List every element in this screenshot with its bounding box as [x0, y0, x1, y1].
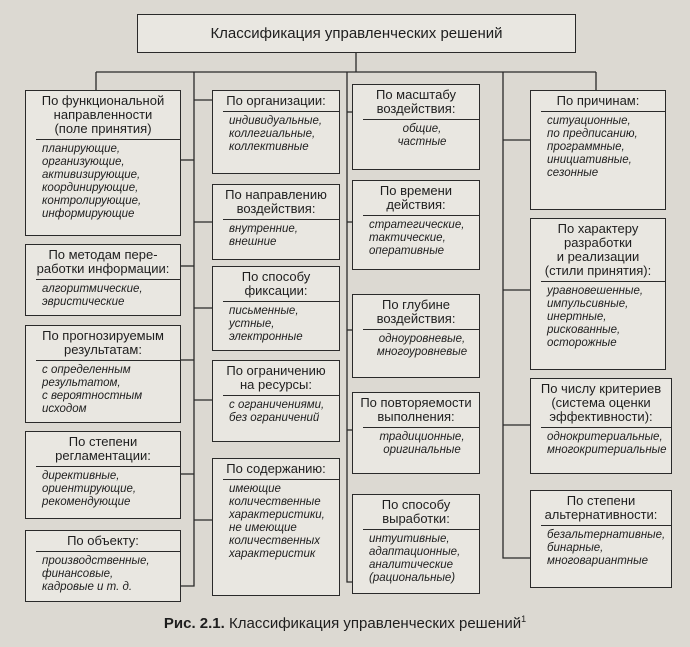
col4-vertical — [503, 72, 530, 558]
box-results-body: с определенным результатом, с вероятностным исходом — [36, 360, 180, 420]
box-organization-head: По организации: — [226, 93, 326, 108]
box-criteria-body: однокритериальные, многокритериальные — [541, 427, 671, 461]
box-fixation — [212, 266, 340, 351]
box-scale-head: По масштабу воздействия: — [376, 87, 456, 116]
caption-text: Классификация управленческих решений — [228, 615, 522, 632]
box-functional — [25, 90, 181, 236]
box-method — [352, 494, 480, 594]
box-resources — [212, 360, 340, 442]
box-character-body: уравновешенные, импульсивные, инертные, рискованные, осторожные — [541, 281, 665, 354]
box-criteria-head: По числу критериев (система оценки эффективности): — [540, 381, 662, 424]
box-regulation-body: директивные, ориентирующие, рекомендующие — [36, 466, 180, 513]
box-results-head: По прогнозируемым результатам: — [42, 328, 164, 357]
box-results — [25, 325, 181, 423]
box-time-head: По времени действия: — [379, 183, 453, 212]
box-regulation — [25, 431, 181, 519]
caption-label: Рис. 2.1. — [163, 615, 225, 632]
box-functional-body: планирующие, организующие, активизирующие, координирующие, контролирующие, информирующие — [36, 139, 180, 225]
box-depth-head: По глубине воздействия: — [376, 297, 456, 326]
box-depth — [352, 294, 480, 378]
box-alternatives-body: безальтернативные, бинарные, многовариантные — [541, 525, 671, 572]
box-character-head: По характеру разработки и реализации (стили принятия): — [544, 221, 652, 278]
box-direction-body: внутренние, внешние — [223, 219, 339, 253]
box-resources-body: с ограничениями, без ограничений — [223, 395, 339, 429]
box-direction — [212, 184, 340, 260]
box-fixation-head: По способу фиксации: — [241, 269, 311, 298]
box-repeat-head: По повторяемости выполнения: — [360, 395, 472, 424]
box-repeat — [352, 392, 480, 474]
box-method-body: интуитивные, адаптационные, аналитические (рациональные) — [363, 529, 479, 589]
box-scale-body: общие, частные — [363, 119, 479, 153]
box-causes-body: ситуационные, по предписанию, программные, инициативные, сезонные — [541, 111, 665, 184]
box-criteria — [530, 378, 672, 474]
box-repeat-body: традиционные, оригинальные — [363, 427, 479, 461]
caption-footnote: 1 — [521, 614, 527, 624]
diagram-title: Классификация управленческих решений — [137, 14, 576, 53]
box-object-body: производственные, финансовые, кадровые и т. д. — [36, 551, 180, 598]
box-content-body: имеющие количественные характеристики, не имеющие количественных характеристик — [223, 479, 339, 565]
box-methods-body: алгоритмические, эвристические — [36, 279, 180, 313]
box-object — [25, 530, 181, 602]
box-organization — [212, 90, 340, 174]
box-time-body: стратегические, тактические, оперативные — [363, 215, 479, 262]
box-functional-head: По функциональной направленности (поле принятия) — [41, 93, 165, 136]
box-scale — [352, 84, 480, 170]
col1-vertical — [180, 72, 194, 586]
box-content — [212, 458, 340, 596]
box-resources-head: По ограничению на ресурсы: — [226, 363, 326, 392]
box-causes — [530, 90, 666, 210]
box-time — [352, 180, 480, 270]
box-method-head: По способу выработки: — [381, 497, 451, 526]
box-alternatives-head: По степени альтернативности: — [544, 493, 658, 522]
figure-caption — [0, 614, 690, 632]
box-regulation-head: По степени регламентации: — [55, 434, 151, 463]
box-object-head: По объекту: — [67, 533, 139, 548]
box-content-head: По содержанию: — [226, 461, 326, 476]
box-methods — [25, 244, 181, 316]
box-causes-head: По причинам: — [556, 93, 640, 108]
box-methods-head: По методам пере- работки информации: — [36, 247, 170, 276]
box-character — [530, 218, 666, 370]
box-alternatives — [530, 490, 672, 588]
box-direction-head: По направлению воздействия: — [225, 187, 327, 216]
box-organization-body: индивидуальные, коллегиальные, коллективные — [223, 111, 339, 158]
box-depth-body: одноуровневые, многоуровневые — [363, 329, 479, 363]
box-fixation-body: письменные, устные, электронные — [223, 301, 339, 348]
